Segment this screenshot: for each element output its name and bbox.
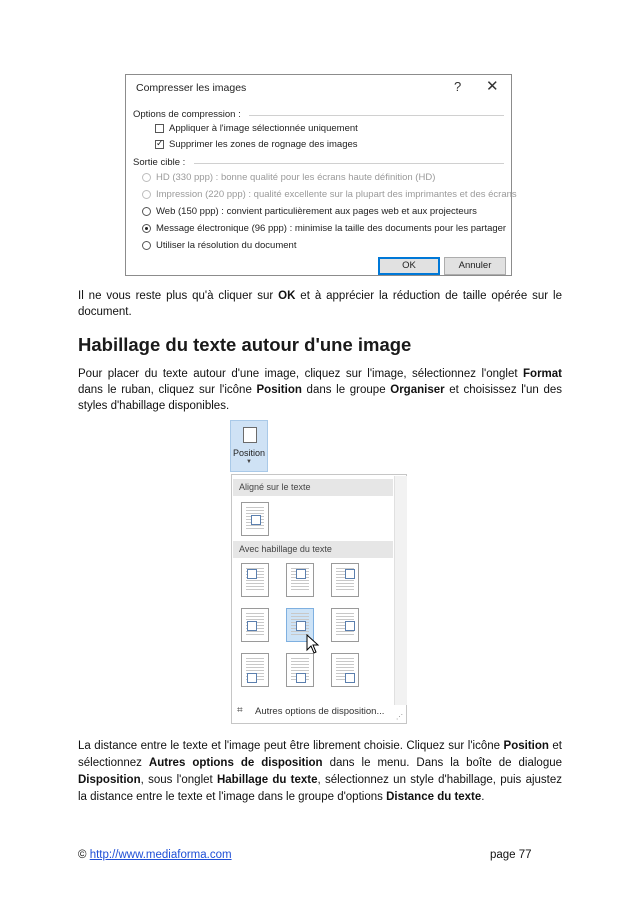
dialog-title: Compresser les images xyxy=(136,82,247,94)
picture-icon xyxy=(251,515,261,525)
footer-left xyxy=(78,849,232,861)
inline-with-text-option[interactable] xyxy=(241,502,269,536)
picture-icon xyxy=(247,569,257,579)
radio-print-label: Impression (220 ppp) : qualité excellente sur la plupart des imprimantes et des écrans xyxy=(156,189,517,200)
position-middle-left-option[interactable] xyxy=(241,608,269,642)
picture-icon xyxy=(345,621,355,631)
position-bottom-right-option[interactable] xyxy=(331,653,359,687)
website-link[interactable]: http://www.mediaforma.com xyxy=(89,849,232,861)
position-gallery xyxy=(231,474,407,724)
delete-cropped-checkbox[interactable] xyxy=(155,140,164,149)
page-number: page 77 xyxy=(490,849,532,861)
picture-icon xyxy=(247,621,257,631)
copyright-symbol: © xyxy=(78,849,87,861)
position-button-label: Position xyxy=(232,448,266,458)
section-wrap-header: Avec habillage du texte xyxy=(233,541,393,558)
position-icon xyxy=(243,427,257,443)
radio-web-label: Web (150 ppp) : convient particulièrement aux pages web et aux projecteurs xyxy=(156,206,477,217)
mouse-cursor-icon xyxy=(306,634,320,654)
group-divider xyxy=(194,163,504,164)
help-icon[interactable]: ? xyxy=(454,79,462,94)
resize-grip-icon[interactable]: ⋰ xyxy=(396,714,403,721)
picture-icon xyxy=(345,673,355,683)
cancel-button[interactable]: Annuler xyxy=(444,257,506,275)
group-divider xyxy=(249,115,504,116)
apply-selected-checkbox[interactable] xyxy=(155,124,164,133)
ok-button[interactable]: OK xyxy=(378,257,440,275)
layout-options-icon: ⌗ xyxy=(237,705,243,716)
radio-email[interactable] xyxy=(142,224,151,233)
picture-icon xyxy=(296,569,306,579)
paragraph-distance: La distance entre le texte et l'image peut être librement choisie. Cliquez sur l'icône Position et sélectionnez Autres options de disposition dans le menu. Dans la boîte de dialogue Disposition, sous l'onglet Habillage du texte, sélectionnez un style d'habillage, puis ajustez la distance entre le texte et l'image dans le groupe d'options Distance du texte. xyxy=(78,740,563,803)
picture-icon xyxy=(345,569,355,579)
position-button[interactable] xyxy=(230,420,268,472)
radio-print[interactable] xyxy=(142,190,151,199)
paragraph-ok: Il ne vous reste plus qu'à cliquer sur OK et à apprécier la réduction de taille opérée sur le document. xyxy=(78,290,562,318)
position-middle-right-option[interactable] xyxy=(331,608,359,642)
position-top-left-option[interactable] xyxy=(241,563,269,597)
paragraph-wrap-intro: Pour placer du texte autour d'une image, cliquez sur l'image, sélectionnez l'onglet Format dans le ruban, cliquez sur l'icône Position dans le groupe Organiser et choisissez l'un des styles d'habillage disponibles. xyxy=(78,368,562,412)
section-inline-header: Aligné sur le texte xyxy=(233,479,393,496)
close-icon[interactable]: ✕ xyxy=(486,78,499,95)
radio-hd[interactable] xyxy=(142,173,151,182)
position-bottom-left-option[interactable] xyxy=(241,653,269,687)
picture-icon xyxy=(296,673,306,683)
more-layout-options-item[interactable]: Autres options de disposition... xyxy=(255,706,385,717)
picture-icon xyxy=(247,673,257,683)
compress-images-dialog xyxy=(125,74,517,276)
radio-email-label: Message électronique (96 ppp) : minimise la taille des documents pour les partager xyxy=(156,223,507,234)
chevron-down-icon: ▼ xyxy=(246,459,252,465)
picture-icon xyxy=(296,621,306,631)
radio-web[interactable] xyxy=(142,207,151,216)
position-top-right-option[interactable] xyxy=(331,563,359,597)
position-top-center-option[interactable] xyxy=(286,563,314,597)
apply-selected-label: Appliquer à l'image sélectionnée uniquement xyxy=(169,123,358,134)
output-target-label: Sortie cible : xyxy=(133,157,186,168)
radio-hd-label: HD (330 ppp) : bonne qualité pour les écrans haute définition (HD) xyxy=(156,172,436,183)
compression-options-label: Options de compression : xyxy=(133,109,241,120)
delete-cropped-label: Supprimer les zones de rognage des images xyxy=(169,139,358,150)
radio-document-resolution-label: Utiliser la résolution du document xyxy=(156,240,297,251)
gallery-scrollbar[interactable] xyxy=(394,476,407,705)
radio-document-resolution[interactable] xyxy=(142,241,151,250)
section-heading: Habillage du texte autour d'une image xyxy=(78,334,412,355)
position-bottom-center-option[interactable] xyxy=(286,653,314,687)
